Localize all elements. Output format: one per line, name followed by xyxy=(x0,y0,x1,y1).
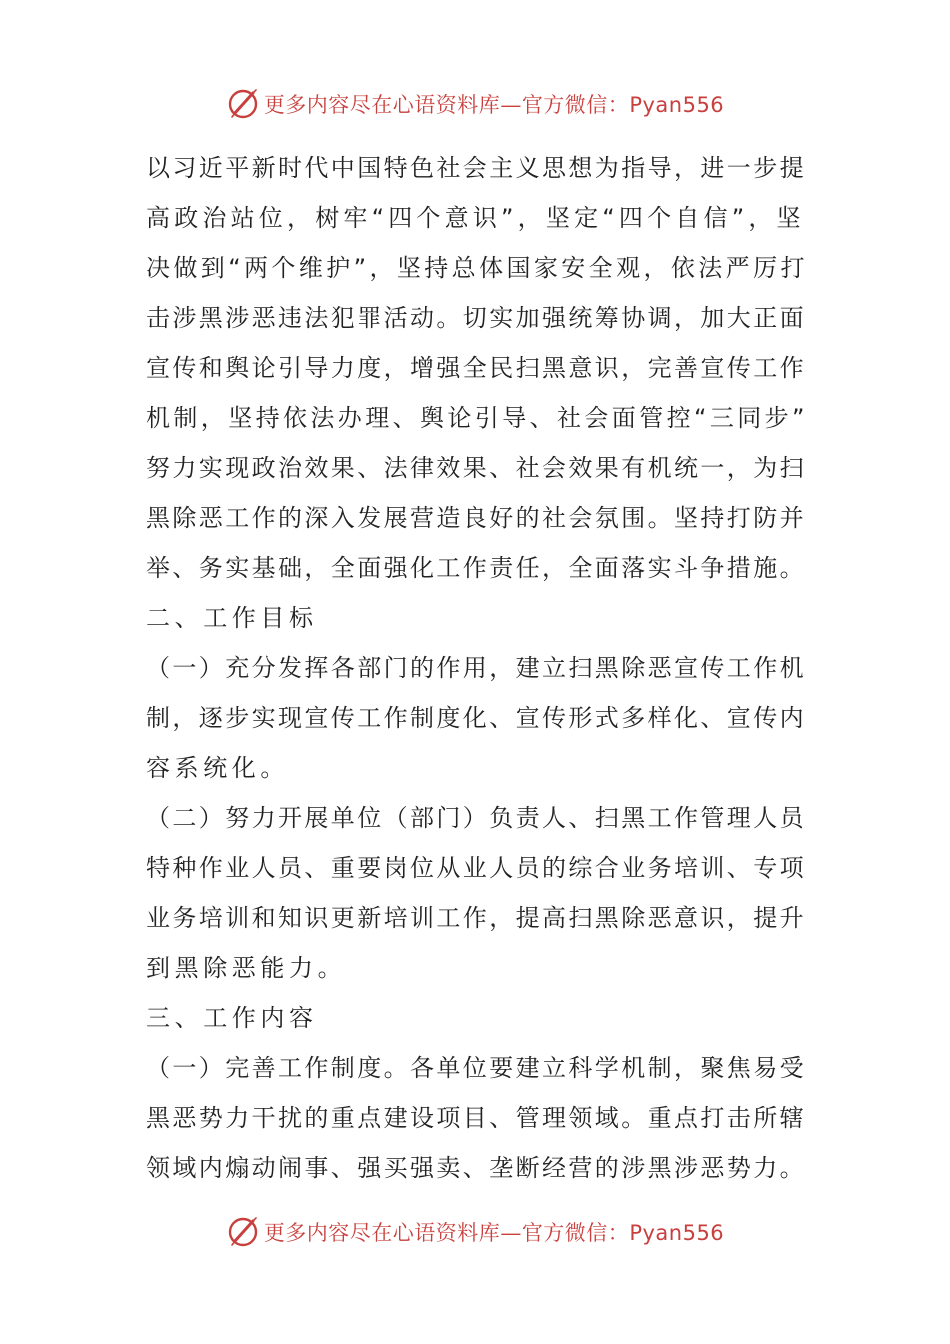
document-line: 黑恶势力干扰的重点建设项目、管理领域。重点打击所辖 xyxy=(146,1104,806,1132)
document-line: （一）完善工作制度。各单位要建立科学机制，聚焦易受 xyxy=(146,1054,806,1082)
banner-text: 更多内容尽在心语资料库—官方微信：Pyan556 xyxy=(263,93,725,117)
document-body xyxy=(146,143,808,1193)
document-line: （一）充分发挥各部门的作用，建立扫黑除恶宣传工作机 xyxy=(146,654,806,682)
document-line: 业务培训和知识更新培训工作，提高扫黑除恶意识，提升 xyxy=(146,904,806,932)
document-line: 特种作业人员、重要岗位从业人员的综合业务培训、专项 xyxy=(146,854,806,882)
document-line: 三、工作内容 xyxy=(146,1004,318,1032)
document-line: 宣传和舆论引导力度，增强全民扫黑意识，完善宣传工作 xyxy=(146,354,806,382)
document-line: 二、工作目标 xyxy=(146,604,318,632)
document-line: 制，逐步实现宣传工作制度化、宣传形式多样化、宣传内 xyxy=(146,704,806,732)
document-line: 击涉黑涉恶违法犯罪活动。切实加强统筹协调，加大正面 xyxy=(146,304,806,332)
footer-watermark-banner xyxy=(0,1212,950,1252)
header-watermark-banner xyxy=(0,84,950,124)
document-line: 高政治站位，树牢“四个意识”，坚定“四个自信”，坚 xyxy=(146,204,805,232)
document-line: 举、务实基础，全面强化工作责任，全面落实斗争措施。 xyxy=(146,554,806,582)
document-line: （二）努力开展单位（部门）负责人、扫黑工作管理人员 xyxy=(146,804,806,832)
document-line: 容系统化。 xyxy=(146,754,289,782)
banner-text: 更多内容尽在心语资料库—官方微信：Pyan556 xyxy=(263,1221,725,1245)
pen-logo-icon xyxy=(226,1215,260,1249)
pen-logo-icon xyxy=(226,87,260,121)
document-line: 以习近平新时代中国特色社会主义思想为指导，进一步提 xyxy=(146,154,806,182)
document-line: 领域内煽动闹事、强买强卖、垄断经营的涉黑涉恶势力。 xyxy=(146,1154,806,1182)
document-line: 黑除恶工作的深入发展营造良好的社会氛围。坚持打防并 xyxy=(146,504,806,532)
document-line: 决做到“两个维护”，坚持总体国家安全观，依法严厉打 xyxy=(146,254,808,282)
document-line: 到黑除恶能力。 xyxy=(146,954,347,982)
document-line: 机制，坚持依法办理、舆论引导、社会面管控“三同步” xyxy=(146,404,808,432)
document-line: 努力实现政治效果、法律效果、社会效果有机统一，为扫 xyxy=(146,454,806,482)
